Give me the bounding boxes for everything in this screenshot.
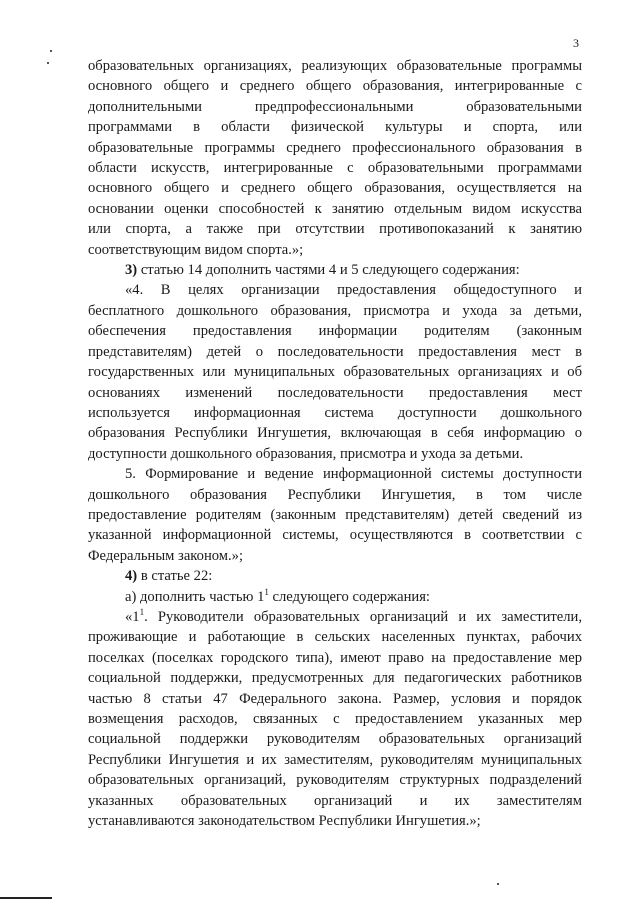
scan-edge-line xyxy=(0,897,52,899)
text-line: бесплатного дошкольного образования, присмотра и ухода за детьми, xyxy=(88,302,582,319)
text-line: частью 8 статьи 47 Федерального закона. Размер, условия и порядок xyxy=(88,690,582,707)
text-line: основании оценки способностей к занятию отдельным видом искусства xyxy=(88,200,582,217)
part-first-line-rest: . Руководители образовательных организаций и их заместители, xyxy=(144,608,582,625)
part-prefix: «1 xyxy=(125,608,140,625)
text-line: представителям) детей о последовательности предоставления мест в xyxy=(88,343,582,360)
text-line: предоставление родителям (законным представителям) детей сведений из xyxy=(88,506,582,523)
text-line: используется информационная система доступности дошкольного xyxy=(88,404,582,421)
text-line: 5. Формирование и ведение информационной системы доступности xyxy=(125,466,582,483)
text-line: обеспечения предоставления информации родителям (законным xyxy=(88,323,582,340)
item-3 xyxy=(88,260,582,280)
text-line: программами в области физической культуры и спорта, или xyxy=(88,119,582,136)
text-line: основаниях изменений последовательности предоставления мест xyxy=(88,384,582,401)
text-line: или спорта, а также при отсутствии противопоказаний к занятию xyxy=(88,221,582,238)
text-line: образовательных организаций, руководителям структурных подразделений xyxy=(88,772,582,789)
item-3-number: 3) xyxy=(125,262,138,279)
document-body xyxy=(88,56,582,831)
text-line: доступности дошкольного образования, присмотра и ухода за детьми. xyxy=(88,445,524,462)
text-line: указанных образовательных организаций и их заместителям xyxy=(88,792,582,809)
item-4-number: 4) xyxy=(125,568,138,585)
item-3-text: статью 14 дополнить частями 4 и 5 следующего содержания: xyxy=(140,262,520,279)
text-line: Республики Ингушетия и их заместителям, руководителям муниципальных xyxy=(88,751,582,768)
item-4 xyxy=(88,566,582,586)
text-line: государственных или муниципальных образовательных организациях и об xyxy=(88,364,582,381)
text-line: соответствующим видом спорта.»; xyxy=(88,241,304,258)
text-line: основного общего и среднего общего образования, осуществляется на xyxy=(88,180,582,197)
text-line: образовательных организациях, реализующих образовательные программы xyxy=(88,58,582,74)
sub-item-a-text: а) дополнить частью 1 xyxy=(125,588,265,605)
sub-item-a xyxy=(88,587,582,607)
scan-mark xyxy=(50,50,52,52)
text-line: социальной поддержки, предусмотренных для педагогических работников xyxy=(88,670,582,687)
part-1-1-first-line xyxy=(88,607,582,627)
text-line: дополнительными предпрофессиональными образовательными xyxy=(88,98,582,115)
text-line: возмещения расходов, связанных с предоставлением указанных мер xyxy=(88,711,582,727)
text-line: области искусств, интегрированные с образовательными программами xyxy=(88,160,582,177)
sub-item-a-text-after: следующего содержания: xyxy=(268,588,430,605)
text-line: проживающие и работающие в сельских населенных пунктах, рабочих xyxy=(88,629,582,646)
superscript: 1 xyxy=(264,586,269,597)
text-line: устанавливаются законодательством Республики Ингушетия.»; xyxy=(88,813,481,830)
text-line: образовательные программы среднего профессионального образования в xyxy=(88,139,582,156)
scan-mark xyxy=(47,62,49,64)
text-line: основного общего и среднего общего образования, интегрированные с xyxy=(88,78,582,95)
item-4-text: в статье 22: xyxy=(140,568,213,585)
text-line: поселках (поселках городского типа), имеют право на предоставление мер xyxy=(88,649,582,666)
text-line: «4. В целях организации предоставления общедоступного и xyxy=(125,282,582,299)
scan-mark xyxy=(497,883,499,885)
text-line: Федеральным законом.»; xyxy=(88,547,244,564)
page-number: 3 xyxy=(573,36,579,50)
text-line: образования Республики Ингушетия, включающая в себя информацию о xyxy=(88,425,582,442)
text-line: социальной поддержки руководителям образовательных организаций xyxy=(88,731,582,748)
superscript: 1 xyxy=(139,606,145,617)
text-line: дошкольного образования Республики Ингушетия, в том числе xyxy=(88,486,582,503)
text-line: указанной информационной системы, осуществляются в соответствии с xyxy=(88,527,582,544)
